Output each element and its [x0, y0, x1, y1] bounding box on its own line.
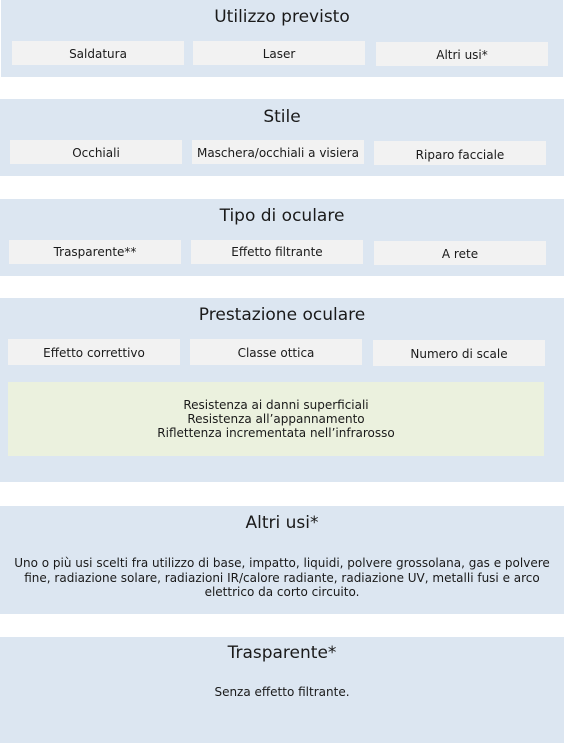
tile-altri-usi: Altri usi* [376, 42, 548, 66]
tile-classe-ottica: Classe ottica [190, 339, 362, 365]
tile-riparo-facciale: Riparo facciale [374, 141, 546, 165]
tile-maschera: Maschera/occhiali a visiera [192, 140, 364, 164]
performance-item: Resistenza ai danni superficiali [183, 398, 369, 412]
section-trasparente [0, 637, 564, 743]
tile-numero-di-scale: Numero di scale [373, 340, 545, 366]
section-title: Trasparente* [227, 643, 337, 663]
section-description: Uno o più usi scelti fra utilizzo di base, impatto, liquidi, polvere grossolana, gas e polvere fine, radiazione solare, radiazioni IR/calore radiante, radiazione UV, metalli fusi e arco elettrico da corto circuito. [14, 556, 550, 599]
tile-occhiali: Occhiali [10, 140, 182, 164]
tile-a-rete: A rete [374, 241, 546, 265]
tile-saldatura: Saldatura [12, 41, 184, 65]
performance-item: Resistenza all’appannamento [187, 412, 365, 426]
section-prestazione-oculare [0, 298, 564, 482]
section-stile [0, 99, 564, 176]
performance-item: Riflettenza incrementata nell’infrarosso [157, 426, 395, 440]
section-title: Utilizzo previsto [214, 7, 350, 27]
section-title: Stile [263, 107, 301, 127]
section-title: Prestazione oculare [198, 305, 366, 325]
tile-effetto-filtrante: Effetto filtrante [191, 240, 363, 264]
performance-list-panel [8, 382, 544, 456]
tile-trasparente: Trasparente** [9, 240, 181, 264]
section-title: Altri usi* [245, 513, 319, 533]
tile-laser: Laser [193, 41, 365, 65]
section-title: Tipo di oculare [219, 206, 345, 226]
section-altri-usi [0, 506, 564, 614]
section-description: Senza effetto filtrante. [214, 685, 350, 699]
tile-effetto-correttivo: Effetto correttivo [8, 339, 180, 365]
section-tipo-di-oculare [0, 199, 564, 276]
section-utilizzo-previsto [1, 0, 563, 77]
